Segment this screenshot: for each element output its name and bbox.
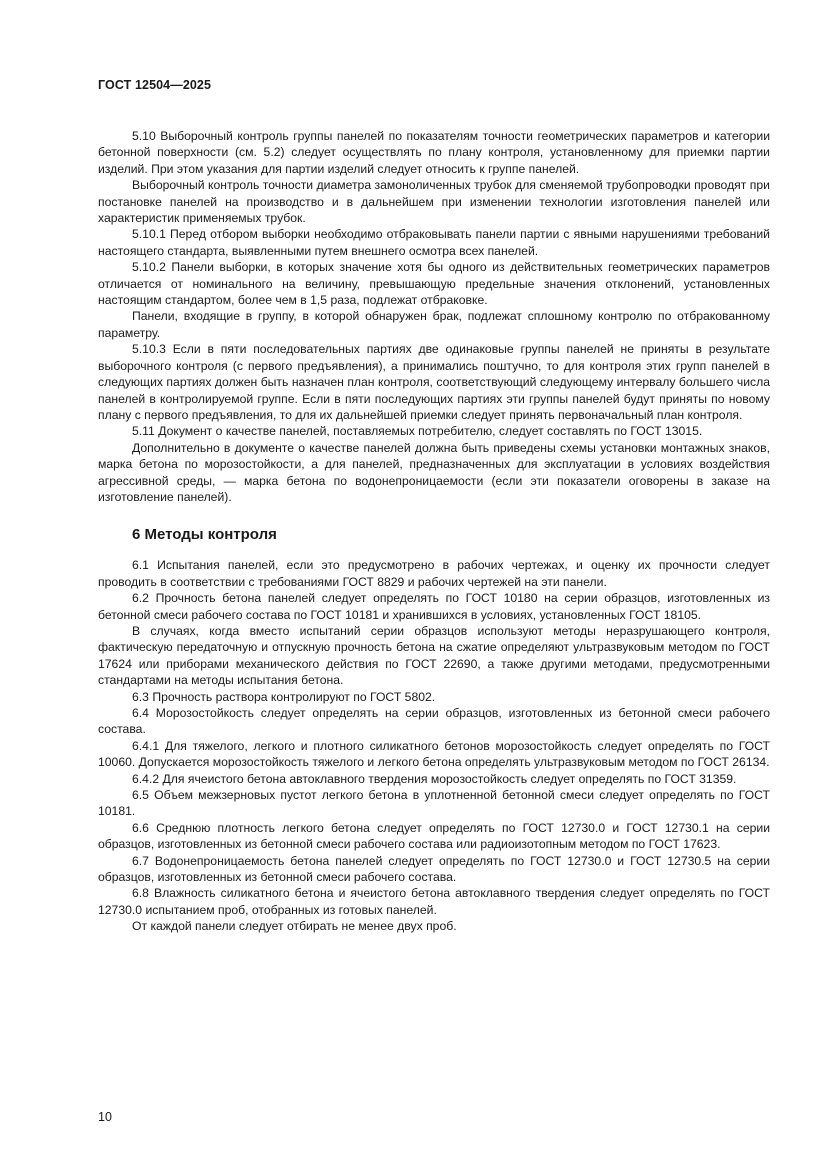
paragraph-6-8: 6.8 Влажность силикатного бетона и ячеистого бетона автоклавного твердения следует определять по ГОСТ 12730.0 испытанием проб, отобранных из готовых панелей. xyxy=(98,886,770,917)
paragraph-5-10-2-note: Панели, входящие в группу, в которой обнаружен брак, подлежат сплошному контролю по отбракованному параметру. xyxy=(98,309,770,340)
paragraph-5-10-note: Выборочный контроль точности диаметра замоноличенных трубок для сменяемой трубопроводки проводят при постановке панелей на производство и в дальнейшем при изменении технологии изготовления панелей или характеристик применяемых трубок. xyxy=(98,178,770,226)
paragraph-6-2-note: В случаях, когда вместо испытаний серии образцов используют методы неразрушающего контроля, фактическую передаточную и отпускную прочность бетона на сжатие определяют ультразвуковым методом по ГОСТ 17624 или приборами механического действия по ГОСТ 22690, а также другими методами, предусмотренными стандартами на методы испытания бетона. xyxy=(98,623,770,688)
paragraph-6-4-1: 6.4.1 Для тяжелого, легкого и плотного силикатного бетонов морозостойкость следует определять по ГОСТ 10060. Допускается морозостойкость тяжелого и легкого бетона определять ультразвуковым методом по ГОСТ 26134. xyxy=(98,738,770,770)
document-header: ГОСТ 12504—2025 xyxy=(98,78,212,92)
paragraph-6-4-2: 6.4.2 Для ячеистого бетона автоклавного твердения морозостойкость следует определять по ГОСТ 31359. xyxy=(132,771,737,786)
paragraph-6-6: 6.6 Среднюю плотность легкого бетона следует определять по ГОСТ 12730.0 и ГОСТ 12730.1 на серии образцов, изготовленных из бетонной смеси рабочего состава или радиоизотопным методом по ГОСТ 17623. xyxy=(98,820,770,852)
page-number: 10 xyxy=(98,1110,112,1124)
paragraph-6-1: 6.1 Испытания панелей, если это предусмотрено в рабочих чертежах, и оценку их прочности следует проводить в соответствии с требованиями ГОСТ 8829 и рабочих чертежей на эти панели. xyxy=(98,558,770,589)
paragraph-5-10-3: 5.10.3 Если в пяти последовательных партиях две одинаковые группы панелей не приняты в результате выборочного контроля (с первого предъявления), а принимались поштучно, то для контроля этих групп панелей в следующих партиях должен быть назначен план контроля, соответствующий следующему интервалу большего числа панелей в контролируемой группе. Если в пяти последующих партиях эти группы панелей будут приняты по новому плану с первого предъявления, то для их дальнейшей приемки следует принять первоначальный план контроля. xyxy=(98,342,770,422)
section-title: 6 Методы контроля xyxy=(132,526,277,544)
paragraph-5-11: 5.11 Документ о качестве панелей, поставляемых потребителю, следует составлять по ГОСТ 13015. xyxy=(132,424,703,439)
paragraph-6-2: 6.2 Прочность бетона панелей следует определять по ГОСТ 10180 на серии образцов, изготовленных из бетонной смеси рабочего состава по ГОСТ 10181 и хранившихся в условиях, установленных ГОСТ 18105. xyxy=(98,591,770,622)
paragraph-5-10-1: 5.10.1 Перед отбором выборки необходимо отбраковывать панели партии с явными нарушениями требований настоящего стандарта, выявленными путем внешнего осмотра всех панелей. xyxy=(98,227,770,258)
paragraph-6-4: 6.4 Морозостойкость следует определять на серии образцов, изготовленных из бетонной смеси рабочего состава. xyxy=(98,706,770,737)
paragraph-5-11-note: Дополнительно в документе о качестве панелей должна быть приведены схемы установки монтажных знаков, марка бетона по морозостойкости, а для панелей, предназначенных для эксплуатации в условиях воздействия агрессивной среды, — марка бетона по водонепроницаемости (если эти показатели оговорены в заказе на изготовление панелей). xyxy=(98,440,770,504)
paragraph-6-5: 6.5 Объем межзерновых пустот легкого бетона в уплотненной бетонной смеси следует определять по ГОСТ 10181. xyxy=(98,788,770,819)
document-body xyxy=(98,128,770,935)
paragraph-6-7: 6.7 Водонепроницаемость бетона панелей следует определять по ГОСТ 12730.0 и ГОСТ 12730.5 на серии образцов, изготовленных из бетонной смеси рабочего состава. xyxy=(98,853,770,885)
paragraph-5-10-2: 5.10.2 Панели выборки, в которых значение хотя бы одного из действительных геометрических параметров отличается от номинального на величину, превышающую предельные значения отклонений, установленных настоящим стандартом, более чем в 1,5 раза, подлежат отбраковке. xyxy=(98,260,770,308)
paragraph-5-10: 5.10 Выборочный контроль группы панелей по показателям точности геометрических параметров и категории бетонной поверхности (см. 5.2) следует осуществлять по плану контроля, установленному для приемки партии изделий. При этом указания для партии изделий следует относить к группе панелей. xyxy=(98,129,770,176)
paragraph-6-8-note: От каждой панели следует отбирать не менее двух проб. xyxy=(132,919,457,934)
paragraph-6-3: 6.3 Прочность раствора контролируют по ГОСТ 5802. xyxy=(132,689,436,704)
